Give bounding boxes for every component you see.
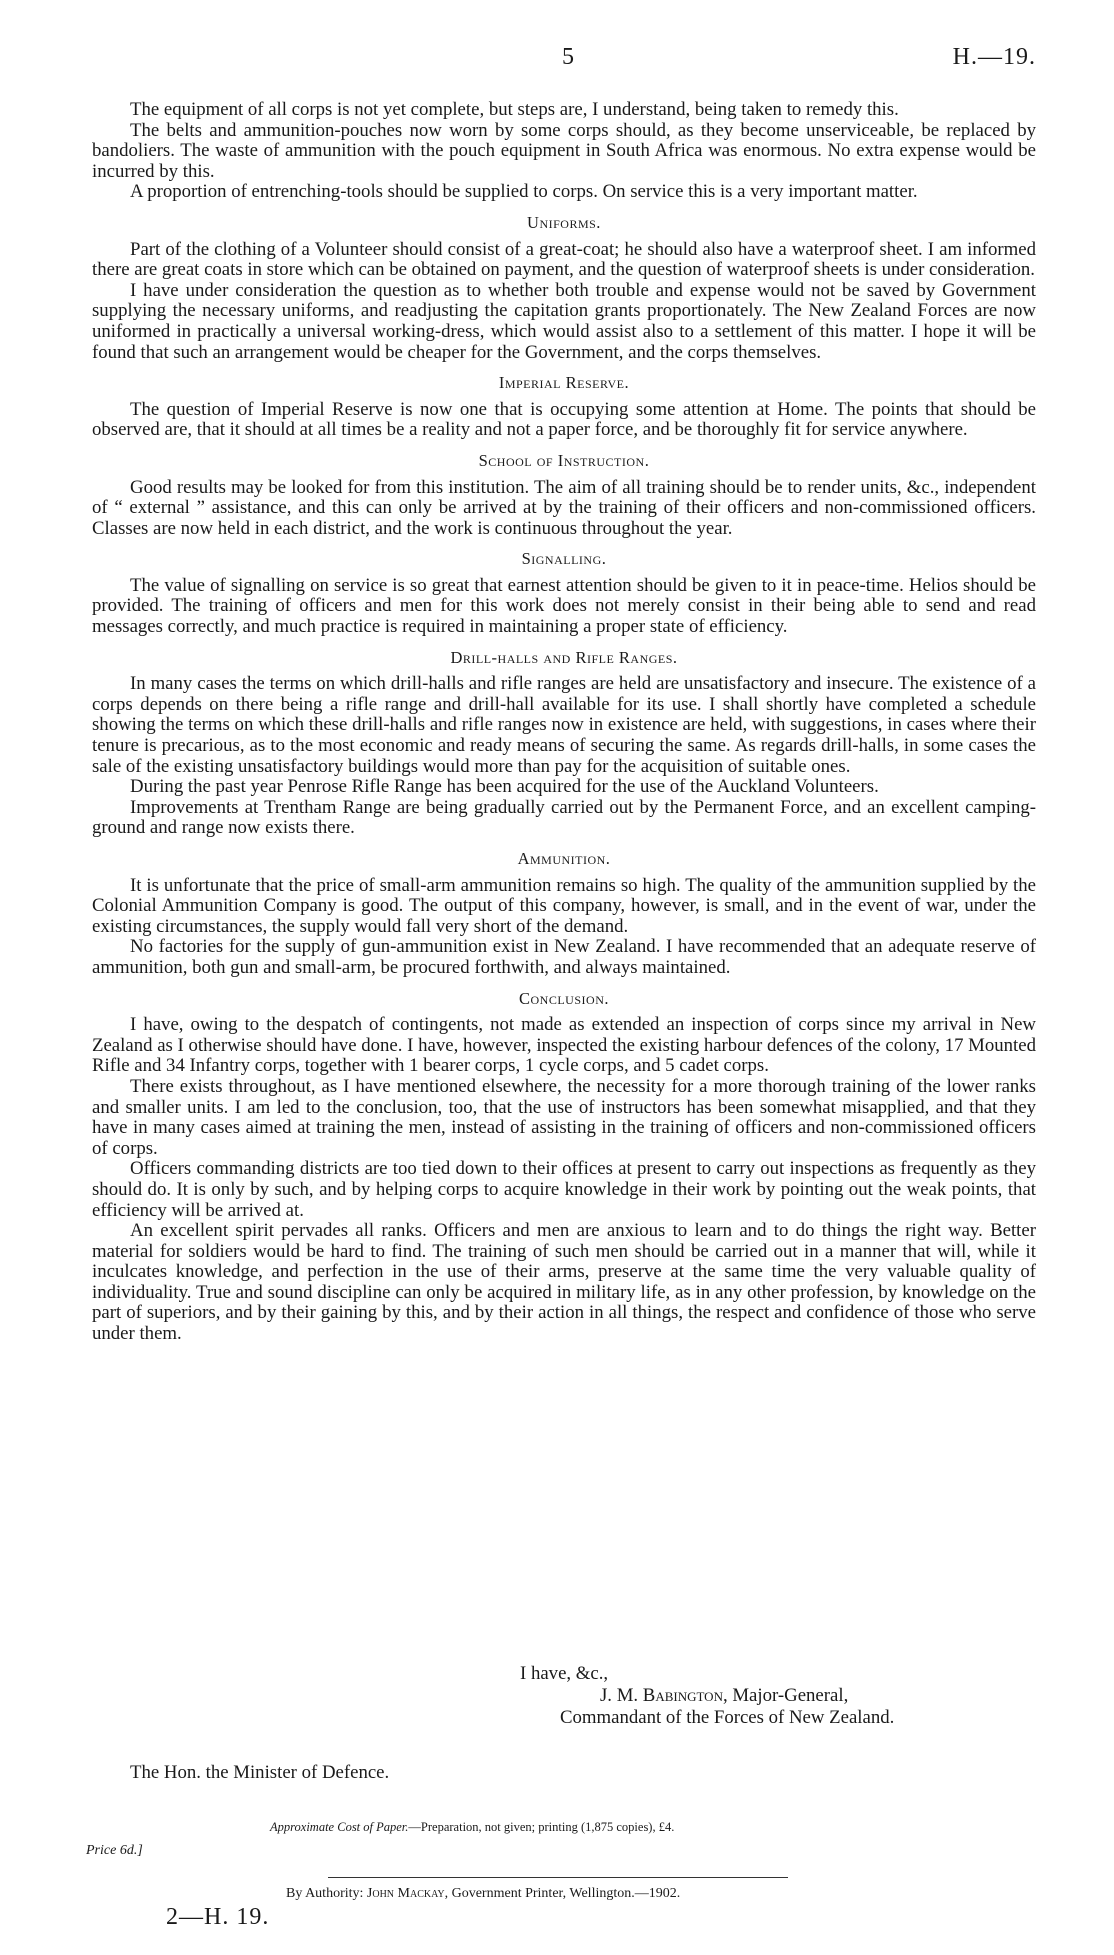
footer-divider: [328, 1877, 788, 1878]
section-heading: Uniforms.: [527, 212, 601, 232]
paragraph: During the past year Penrose Rifle Range has been acquired for the use of the Auckland Volunteers.: [130, 776, 879, 798]
paragraph: Good results may be looked for from this institution. The aim of all training should be to render units, &c., independent of “ external ” assistance, and this can only be arrived at by the training of their officers and non-commissioned officers. Classes are now held in each district, and the work is continuous throughout the year.: [92, 476, 1036, 539]
page-number: 5: [562, 44, 574, 70]
addressee: The Hon. the Minister of Defence.: [130, 1762, 390, 1783]
paragraph: In many cases the terms on which drill-halls and rifle ranges are held are unsatisfactory and insecure. The existence of a corps depends on there being a rifle range and drill-hall available for its use. I shall shortly have completed a schedule showing the terms on which these drill-halls and rifle ranges now in existence are held, with suggestions, in cases where their tenure is precarious, as to the most economic and ready means of securing the same. As regards drill-halls, in some cases the sale of the existing unsatisfactory buildings would more than pay for the acquisition of suitable ones.: [92, 673, 1036, 777]
section-heading: School of Instruction.: [478, 450, 650, 470]
paragraph: The belts and ammunition-pouches now worn by some corps should, as they become unserviceable, be replaced by bandoliers. The waste of ammunition with the pouch equipment in South Africa was enormous. No extra expense would be incurred by this.: [92, 119, 1036, 182]
section-heading: Imperial Reserve.: [498, 373, 630, 393]
signatory-title: Commandant of the Forces of New Zealand.: [560, 1707, 895, 1728]
paragraph: The equipment of all corps is not yet complete, but steps are, I understand, being taken to remedy this.: [130, 99, 899, 120]
signatory-rank: , Major-General,: [722, 1685, 849, 1706]
section-heading: Ammunition.: [517, 849, 611, 868]
report-body: [92, 100, 1036, 1345]
paragraph: I have under consideration the question as to whether both trouble and expense would not be saved by Government supplying the necessary uniforms, and readjusting the capitation grants proportionately. The New Zealand Forces are now uniformed in practically a universal working-dress, which would assist also to a settlement of this matter. I hope it will be found that such an arrangement would be cheaper for the Government, and the corps themselves.: [92, 279, 1036, 363]
price: Price 6d.]: [86, 1843, 143, 1858]
signature-name-line: [520, 1685, 1020, 1707]
cost-label: Approximate Cost of Paper.: [270, 1820, 409, 1834]
paragraph: There exists throughout, as I have mentioned elsewhere, the necessity for a more thorough training of the lower ranks and smaller units. I am led to the conclusion, too, that the use of instructors has been somewhat misapplied, and that they have in many cases aimed at training the men, instead of assisting in the training of officers and non-commissioned officers of corps.: [92, 1075, 1036, 1159]
paragraph: No factories for the supply of gun-ammunition exist in New Zealand. I have recommended that an adequate reserve of ammunition, both gun and small-arm, be procured forthwith, and always maintained.: [92, 936, 1036, 978]
section-heading: Signalling.: [521, 549, 607, 569]
signature-mark: 2—H. 19.: [166, 1904, 270, 1930]
cost-note: [270, 1820, 674, 1835]
imprint-prefix: By Authority:: [286, 1886, 367, 1901]
section-heading: Conclusion.: [519, 988, 609, 1008]
paragraph: The question of Imperial Reserve is now one that is occupying some attention at Home. The points that should be observed are, that it should at all times be a reality and not a paper force, and be thoroughly fit for service anywhere.: [92, 398, 1036, 441]
paragraph: A proportion of entrenching-tools should be supplied to corps. On service this is a very important matter.: [130, 181, 918, 203]
paragraph: The value of signalling on service is so great that earnest attention should be given to it in peace-time. Helios should be provided. The training of officers and men for this work does not merely consist in their being able to send and read messages correctly, and much practice is required in maintaining a proper state of efficiency.: [92, 574, 1036, 638]
paragraph: Improvements at Trentham Range are being gradually carried out by the Permanent Force, and an excellent camping-ground and range now exists there.: [92, 796, 1036, 839]
paragraph: I have, owing to the despatch of contingents, not made as extended an inspection of corps since my arrival in New Zealand as I otherwise should have done. I have, however, inspected the existing harbour defences of the colony, 17 Mounted Rifle and 34 Infantry corps, together with 1 bearer corps, 1 cycle corps, and 5 cadet corps.: [92, 1014, 1036, 1077]
document-code: H.—19.: [952, 44, 1036, 70]
page-header: [92, 44, 1036, 78]
cost-detail: —Preparation, not given; printing (1,875 copies), £4.: [408, 1820, 675, 1834]
paragraph: It is unfortunate that the price of small-arm ammunition remains so high. The quality of the ammunition supplied by the Colonial Ammunition Company is good. The output of this company, however, is small, and in the event of war, under the existing circumstances, the supply would fall very short of the demand.: [92, 874, 1036, 937]
printer-name: John Mackay: [366, 1886, 445, 1901]
paragraph: Part of the clothing of a Volunteer should consist of a great-coat; he should also have a waterproof sheet. I am informed there are great coats in store which can be obtained on payment, and the question of waterproof sheets is under consideration.: [92, 238, 1036, 281]
imprint-suffix: , Government Printer, Wellington.—1902.: [444, 1886, 681, 1901]
paragraph: Officers commanding districts are too tied down to their offices at present to carry out inspections as frequently as they should do. It is only by such, and by helping corps to acquire knowledge in their work by pointing out the weak points, that efficiency will be arrived at.: [92, 1158, 1036, 1221]
signature-closing: I have, &c.,: [520, 1663, 609, 1684]
signatory-name: J. M. Babington: [600, 1685, 723, 1706]
signature-block: [520, 1663, 1020, 1729]
printer-imprint: [286, 1886, 680, 1902]
paragraph: An excellent spirit pervades all ranks. Officers and men are anxious to learn and to do things the right way. Better material for soldiers would be hard to find. The training of such men should be carried out in a manner that will, while it inculcates knowledge, and perfection in the use of their arms, preserve at the same time the very valuable quality of individuality. True and sound discipline can only be acquired in military life, as in any other profession, by knowledge on the part of superiors, and by their gaining by this, and by their action in all things, the respect and confidence of those who serve under them.: [92, 1220, 1036, 1345]
section-heading: Drill-halls and Rifle Ranges.: [450, 647, 678, 667]
